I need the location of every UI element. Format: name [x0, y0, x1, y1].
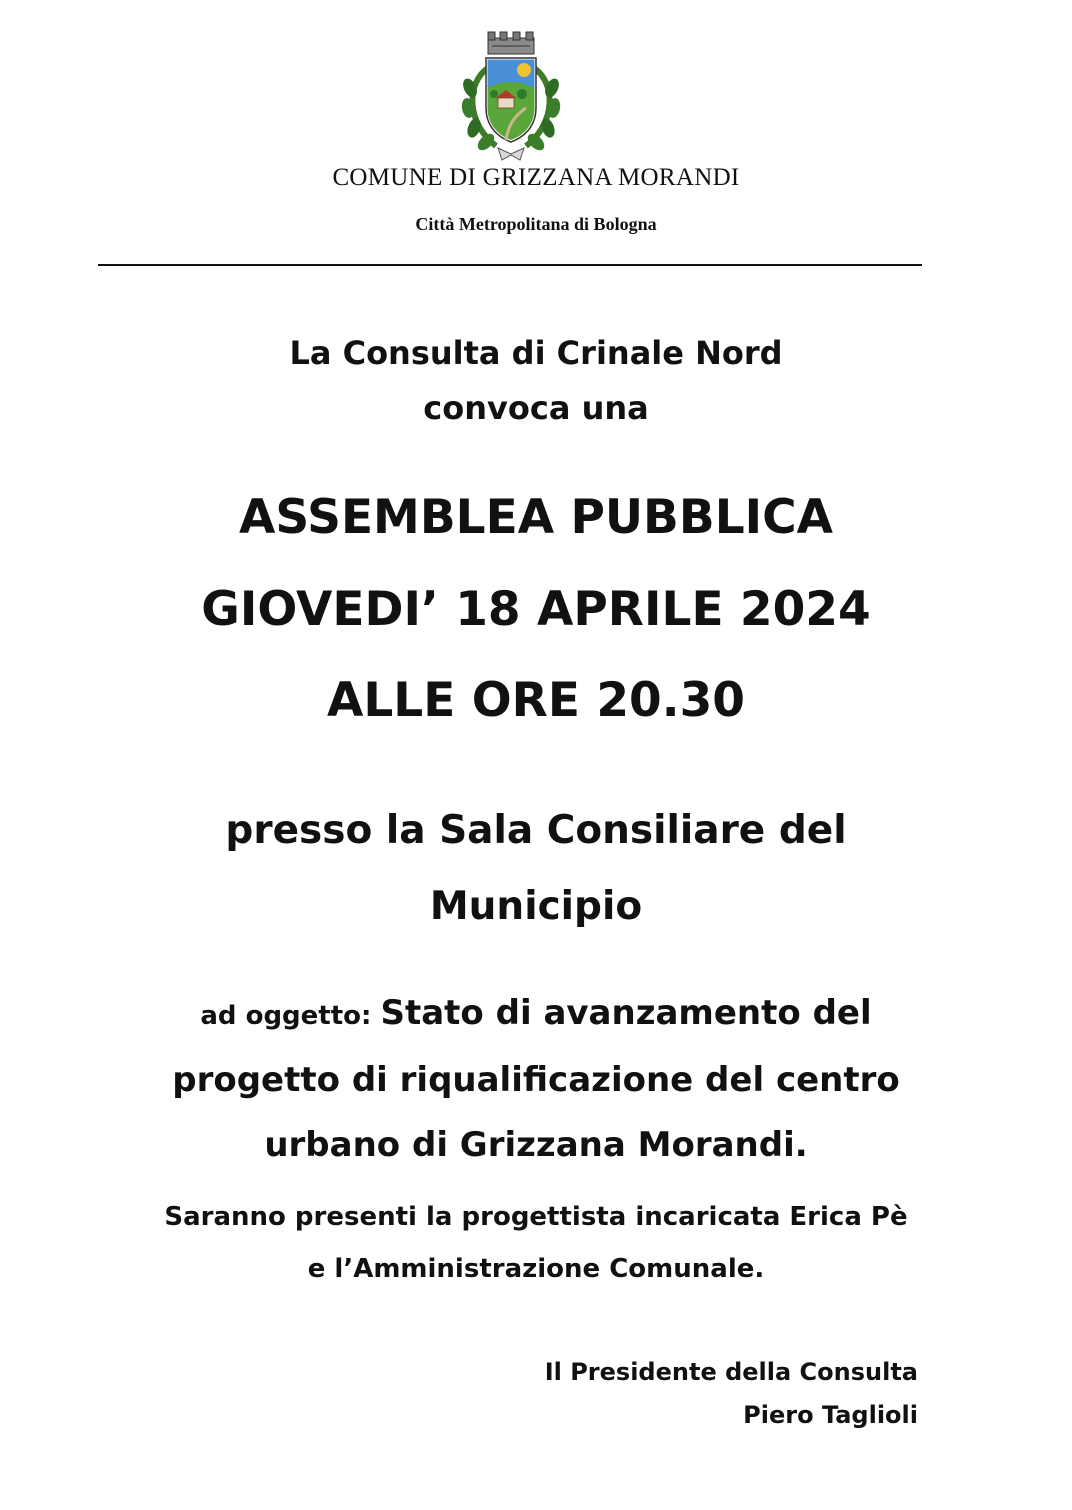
place-line-2: Municipio	[429, 884, 643, 929]
subject-prefix: ad oggetto:	[200, 1001, 381, 1031]
headline-date: GIOVEDI’ 18 APRILE 2024	[201, 582, 871, 637]
signature-name: Piero Taglioli	[743, 1401, 918, 1429]
municipality-name: COMUNE DI GRIZZANA MORANDI	[332, 164, 740, 191]
place-line-1: presso la Sala Consiliare del	[225, 808, 847, 853]
subject-text-1: Stato di avanzamento del	[380, 993, 872, 1033]
headline-time: ALLE ORE 20.30	[326, 673, 746, 728]
metropolitan-city: Città Metropolitana di Bologna	[415, 214, 657, 234]
subject-line-3: urbano di Grizzana Morandi.	[264, 1125, 808, 1165]
municipal-crest-icon	[456, 28, 566, 163]
attendance-line-1: Saranno presenti la progettista incaricata Erica Pè	[164, 1202, 908, 1232]
subject-line-2: progetto di riqualificazione del centro	[172, 1060, 900, 1100]
subject-line-1	[0, 993, 1072, 1033]
headline-title: ASSEMBLEA PUBBLICA	[238, 490, 834, 545]
attendance-line-2: e l’Amministrazione Comunale.	[307, 1254, 765, 1284]
header-divider	[98, 264, 922, 266]
intro-line-2: convoca una	[423, 389, 649, 427]
signature-role: Il Presidente della Consulta	[544, 1358, 918, 1386]
intro-line-1: La Consulta di Crinale Nord	[289, 334, 783, 372]
